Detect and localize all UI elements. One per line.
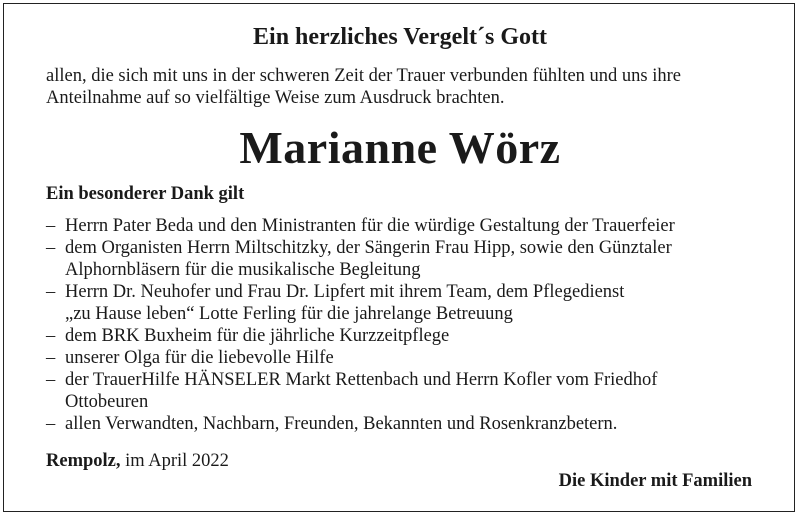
dash-bullet: – [46,216,56,236]
thanks-item-text: allen Verwandten, Nachbarn, Freunden, Bekannten und Rosenkranzbetern. [65,414,618,434]
thanks-item [46,215,776,237]
thanks-item [46,413,776,435]
date-text: im April 2022 [125,451,229,471]
thanks-item [46,347,776,369]
thanks-intro: Ein besonderer Dank gilt [46,184,245,204]
intro-text [46,65,766,109]
dash-bullet: – [46,326,56,346]
thanks-item-text: „zu Hause leben“ Lotte Ferling für die jahrelange Betreuung [65,304,513,324]
dash-bullet: – [46,370,56,390]
thanks-item-text: Herrn Dr. Neuhofer und Frau Dr. Lipfert mit ihrem Team, dem Pflegedienst [65,282,625,302]
dash-bullet: – [46,348,56,368]
deceased-name: Marianne Wörz [239,122,561,173]
intro-line: allen, die sich mit uns in der schweren Zeit der Trauer verbunden fühlten und uns ihre [46,66,682,86]
place-name: Rempolz, [46,451,121,471]
thanks-item-text: dem Organisten Herrn Miltschitzky, der Sängerin Frau Hipp, sowie den Günztaler [65,238,672,258]
thanks-item [46,369,776,413]
dash-bullet: – [46,238,56,258]
thanks-item [46,237,776,281]
thanks-item-text: Herrn Pater Beda und den Ministranten für die würdige Gestaltung der Trauerfeier [65,216,675,236]
thanks-item-text: unserer Olga für die liebevolle Hilfe [65,348,334,368]
notice-heading: Ein herzliches Vergelt´s Gott [253,24,547,50]
thanks-item-text: Ottobeuren [65,392,149,412]
thanks-item-text: der TrauerHilfe HÄNSELER Markt Rettenbach und Herrn Kofler vom Friedhof [65,370,658,390]
thanks-item [46,325,776,347]
place-date [46,449,229,473]
dash-bullet: – [46,414,56,434]
thanks-item [46,281,776,325]
signature: Die Kinder mit Familien [558,471,752,491]
intro-line: Anteilnahme auf so vielfältige Weise zum Ausdruck brachten. [46,88,505,108]
dash-bullet: – [46,282,56,302]
thanks-list [46,215,776,435]
thanks-item-text: dem BRK Buxheim für die jährliche Kurzzeitpflege [65,326,450,346]
thanks-item-text: Alphornbläsern für die musikalische Begleitung [65,260,421,280]
